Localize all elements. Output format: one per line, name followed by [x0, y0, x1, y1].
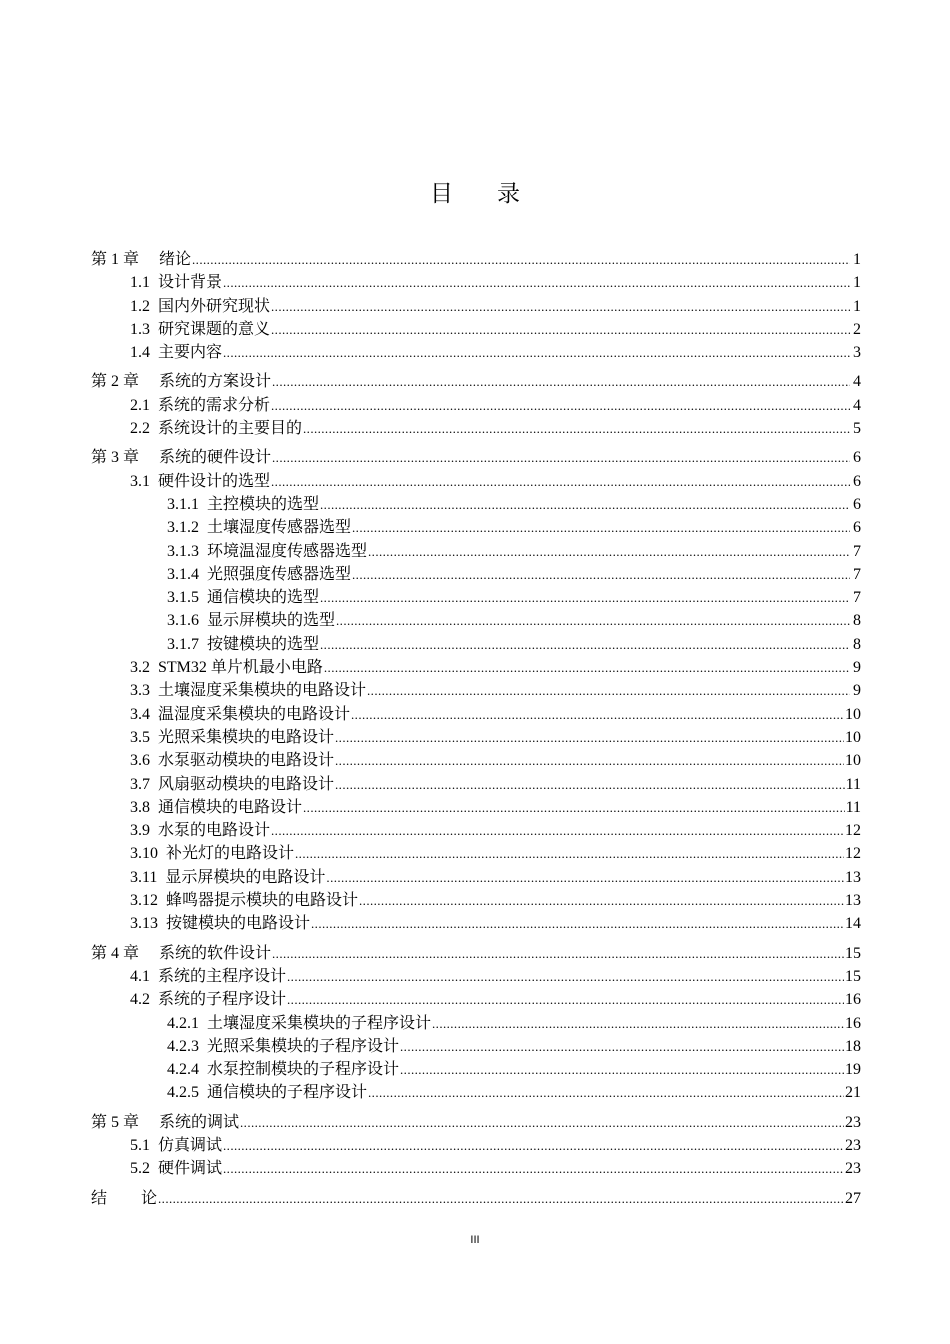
toc-entry-label — [130, 341, 222, 364]
toc-dot-leader — [320, 493, 850, 516]
toc-entry[interactable] — [91, 1157, 861, 1180]
toc-entry[interactable] — [91, 394, 861, 417]
toc-entry[interactable] — [91, 248, 861, 271]
toc-entry-text: 国内外研究现状 — [158, 297, 271, 315]
toc-entry[interactable] — [91, 703, 861, 726]
toc-entry-number: 1.3 — [130, 320, 150, 338]
toc-entry-number: 4.2 — [130, 991, 150, 1009]
toc-entry-label — [130, 470, 270, 493]
toc-page-number: 18 — [845, 1037, 861, 1055]
toc-page-number: 4 — [853, 396, 861, 414]
toc-entry-number: 3.13 — [130, 915, 158, 933]
toc-page-number: 21 — [845, 1084, 861, 1102]
toc-entry-label — [130, 394, 270, 417]
toc-page-number: 7 — [853, 589, 861, 607]
toc-entry-label — [130, 417, 302, 440]
toc-entry-text: 通信模块的子程序设计 — [207, 1084, 368, 1102]
toc-entry-label — [167, 516, 351, 539]
toc-entry-number: 1.4 — [130, 344, 150, 362]
toc-entry-number: 3.1 — [130, 472, 150, 490]
toc-page-number: 9 — [853, 659, 861, 677]
toc-entry-text: 环境温湿度传感器选型 — [207, 542, 368, 560]
toc-entry-label — [130, 773, 334, 796]
toc-entry-text: 硬件调试 — [158, 1160, 223, 1178]
toc-entry-number: 3.4 — [130, 705, 150, 723]
toc-page-number: 8 — [853, 635, 861, 653]
toc-entry-text: 通信模块的电路设计 — [158, 798, 303, 816]
toc-page-number: 13 — [845, 892, 861, 910]
toc-entry-text: 按键模块的选型 — [207, 635, 320, 653]
conclusion-char-1: 结 — [91, 1189, 142, 1207]
toc-entry-number: 2.1 — [130, 396, 150, 414]
toc-entry-label — [91, 248, 191, 271]
toc-entry-text: 水泵控制模块的子程序设计 — [207, 1061, 400, 1079]
toc-entry[interactable] — [91, 493, 861, 516]
toc-page-number: 7 — [853, 565, 861, 583]
toc-page-number: 11 — [845, 775, 861, 793]
toc-entry-text: 系统的主程序设计 — [158, 967, 287, 985]
toc-entry-text: 系统的需求分析 — [158, 396, 271, 414]
toc-entry[interactable] — [91, 609, 861, 632]
toc-page-number: 8 — [853, 612, 861, 630]
toc-dot-leader — [400, 1035, 844, 1058]
toc-entry-label — [130, 749, 334, 772]
toc-dot-leader — [272, 942, 844, 965]
toc-entry-label — [130, 726, 334, 749]
toc-page-number: 15 — [845, 944, 861, 962]
toc-entry[interactable] — [91, 1012, 861, 1035]
toc-entry-text: 系统的子程序设计 — [158, 991, 287, 1009]
toc-dot-leader — [240, 1111, 844, 1134]
toc-entry[interactable] — [91, 470, 861, 493]
toc-entry-label — [130, 866, 325, 889]
toc-dot-leader — [271, 394, 850, 417]
toc-entry[interactable] — [91, 842, 861, 865]
toc-entry-number: 4.2.4 — [167, 1061, 199, 1079]
toc-entry[interactable] — [91, 295, 861, 318]
toc-entry-number: 3.5 — [130, 728, 150, 746]
toc-entry[interactable] — [91, 586, 861, 609]
toc-entry-number: 3.1.7 — [167, 635, 199, 653]
toc-entry[interactable] — [91, 563, 861, 586]
toc-page-number: 10 — [845, 728, 861, 746]
toc-entry-text: 蜂鸣器提示模块的电路设计 — [166, 892, 359, 910]
toc-entry-text: 水泵的电路设计 — [158, 822, 271, 840]
toc-page-number: 15 — [845, 967, 861, 985]
table-of-contents — [91, 248, 861, 1210]
toc-dot-leader — [359, 889, 844, 912]
toc-entry-number: 3.9 — [130, 822, 150, 840]
toc-dot-leader — [351, 703, 844, 726]
toc-entry-conclusion[interactable] — [91, 1187, 861, 1210]
toc-entry[interactable] — [91, 988, 861, 1011]
toc-page-number: 3 — [853, 344, 861, 362]
toc-dot-leader — [324, 656, 850, 679]
toc-dot-leader — [271, 295, 850, 318]
toc-page-number: 10 — [845, 705, 861, 723]
toc-dot-leader — [320, 633, 850, 656]
toc-entry-text: 光照强度传感器选型 — [207, 565, 352, 583]
toc-entry-number: 3.1.2 — [167, 519, 199, 537]
toc-page-number: 6 — [853, 472, 861, 490]
toc-dot-leader — [303, 417, 850, 440]
toc-page-number: 23 — [845, 1136, 861, 1154]
toc-page-number: 6 — [853, 519, 861, 537]
toc-entry-label — [91, 446, 271, 469]
toc-entry-text: STM32 单片机最小电路 — [158, 659, 323, 677]
toc-entry-label — [130, 703, 350, 726]
toc-entry[interactable] — [91, 773, 861, 796]
toc-dot-leader — [335, 726, 844, 749]
toc-dot-leader — [158, 1187, 844, 1210]
toc-entry[interactable] — [91, 965, 861, 988]
toc-page-number: 12 — [845, 822, 861, 840]
toc-entry[interactable] — [91, 819, 861, 842]
toc-entry[interactable] — [91, 679, 861, 702]
toc-page-number: 19 — [845, 1061, 861, 1079]
toc-entry-number: 3.1.6 — [167, 612, 199, 630]
toc-entry-text: 光照采集模块的子程序设计 — [207, 1037, 400, 1055]
toc-entry-text: 系统的调试 — [159, 1113, 240, 1131]
toc-entry-number: 3.1.3 — [167, 542, 199, 560]
toc-entry-number: 4.2.3 — [167, 1037, 199, 1055]
toc-page-number: 4 — [853, 373, 861, 391]
toc-dot-leader — [335, 749, 844, 772]
toc-entry[interactable] — [91, 516, 861, 539]
toc-entry-number: 5.1 — [130, 1136, 150, 1154]
toc-dot-leader — [223, 341, 850, 364]
toc-entry-text: 按键模块的电路设计 — [166, 915, 311, 933]
toc-entry-text: 系统设计的主要目的 — [158, 420, 303, 438]
toc-entry[interactable] — [91, 1111, 861, 1134]
toc-page-number: 16 — [845, 1014, 861, 1032]
toc-entry-label — [130, 295, 270, 318]
toc-dot-leader — [271, 470, 850, 493]
toc-entry-text: 仿真调试 — [158, 1136, 223, 1154]
toc-page-number: 14 — [845, 915, 861, 933]
toc-page-number: 7 — [853, 542, 861, 560]
toc-entry[interactable] — [91, 271, 861, 294]
toc-entry-text: 系统的硬件设计 — [159, 449, 272, 467]
toc-page-number: 1 — [853, 274, 861, 292]
toc-entry-label — [167, 540, 367, 563]
toc-entry-label — [130, 819, 270, 842]
toc-dot-leader — [320, 586, 850, 609]
toc-entry[interactable] — [91, 446, 861, 469]
toc-entry-text: 土壤湿度传感器选型 — [207, 519, 352, 537]
toc-entry-text: 水泵驱动模块的电路设计 — [158, 752, 335, 770]
toc-entry-text: 研究课题的意义 — [158, 320, 271, 338]
toc-dot-leader — [352, 516, 850, 539]
toc-dot-leader — [287, 965, 844, 988]
toc-entry-label — [167, 586, 319, 609]
toc-entry-label — [130, 889, 358, 912]
toc-dot-leader — [326, 866, 844, 889]
toc-dot-leader — [335, 773, 845, 796]
toc-entry-number: 第 2 章 — [91, 373, 140, 391]
toc-entry[interactable] — [91, 540, 861, 563]
toc-page-number: 1 — [853, 251, 861, 268]
toc-entry-label — [167, 493, 319, 516]
toc-entry-number: 4.2.1 — [167, 1014, 199, 1032]
toc-entry-text: 补光灯的电路设计 — [166, 845, 295, 863]
toc-entry-label — [167, 1081, 367, 1104]
toc-entry-text: 绪论 — [159, 251, 192, 268]
toc-entry-number: 第 3 章 — [91, 449, 140, 467]
toc-entry-number: 第 1 章 — [91, 251, 140, 268]
toc-dot-leader — [223, 1134, 844, 1157]
toc-entry-number: 5.2 — [130, 1160, 150, 1178]
toc-entry-text: 土壤湿度采集模块的子程序设计 — [207, 1014, 432, 1032]
toc-entry-text: 通信模块的选型 — [207, 589, 320, 607]
toc-entry-label — [167, 633, 319, 656]
toc-entry-label — [130, 842, 294, 865]
toc-dot-leader — [303, 796, 845, 819]
toc-entry-number: 3.3 — [130, 682, 150, 700]
page-footer-number: III — [470, 1234, 480, 1246]
toc-page-number: 2 — [853, 320, 861, 338]
toc-page-number: 23 — [845, 1113, 861, 1131]
toc-entry[interactable] — [91, 1058, 861, 1081]
toc-entry[interactable] — [91, 726, 861, 749]
toc-dot-leader — [287, 988, 844, 1011]
page-title: 目录 — [430, 181, 564, 206]
toc-entry[interactable] — [91, 633, 861, 656]
toc-entry-text: 主要内容 — [158, 344, 223, 362]
toc-dot-leader — [336, 609, 850, 632]
toc-page-number: 11 — [845, 798, 861, 816]
toc-entry-label — [167, 1012, 431, 1035]
toc-entry-text: 系统的软件设计 — [159, 944, 272, 962]
toc-page-number: 16 — [845, 991, 861, 1009]
toc-entry-text: 设计背景 — [158, 274, 223, 292]
toc-dot-leader — [271, 318, 850, 341]
toc-page-number: 6 — [853, 495, 861, 513]
toc-entry[interactable] — [91, 1081, 861, 1104]
toc-page-number: 23 — [845, 1160, 861, 1178]
toc-page-number: 9 — [853, 682, 861, 700]
toc-entry-text: 土壤湿度采集模块的电路设计 — [158, 682, 367, 700]
toc-entry-number: 3.1.4 — [167, 565, 199, 583]
toc-entry[interactable] — [91, 370, 861, 393]
toc-entry-label — [130, 912, 310, 935]
toc-dot-leader — [400, 1058, 844, 1081]
toc-entry-number: 3.10 — [130, 845, 158, 863]
toc-entry-number: 2.2 — [130, 420, 150, 438]
toc-entry-text: 显示屏模块的选型 — [207, 612, 336, 630]
toc-entry-label — [91, 1111, 239, 1134]
toc-entry-label — [130, 318, 270, 341]
toc-entry-text: 风扇驱动模块的电路设计 — [158, 775, 335, 793]
toc-entry-label — [130, 1134, 222, 1157]
toc-page-number: 6 — [853, 449, 861, 467]
conclusion-char-2: 论 — [141, 1189, 158, 1207]
toc-entry-text: 硬件设计的选型 — [158, 472, 271, 490]
toc-entry[interactable] — [91, 796, 861, 819]
toc-entry-label — [130, 656, 323, 679]
toc-entry-number: 3.6 — [130, 752, 150, 770]
toc-entry-text: 系统的方案设计 — [159, 373, 272, 391]
toc-entry-label — [130, 1157, 222, 1180]
toc-entry-label — [130, 271, 222, 294]
toc-entry-text: 显示屏模块的电路设计 — [165, 868, 326, 886]
toc-entry[interactable] — [91, 889, 861, 912]
toc-entry-number: 3.12 — [130, 892, 158, 910]
toc-entry[interactable] — [91, 866, 861, 889]
toc-entry-number: 4.2.5 — [167, 1084, 199, 1102]
toc-entry[interactable] — [91, 749, 861, 772]
toc-entry-number: 3.2 — [130, 659, 150, 677]
toc-dot-leader — [368, 1081, 844, 1104]
toc-entry[interactable] — [91, 656, 861, 679]
toc-entry-label — [91, 370, 271, 393]
toc-dot-leader — [271, 819, 844, 842]
toc-entry-label — [130, 679, 366, 702]
toc-entry[interactable] — [91, 912, 861, 935]
toc-dot-leader — [272, 446, 850, 469]
toc-entry-label — [130, 988, 286, 1011]
toc-entry-number: 3.8 — [130, 798, 150, 816]
toc-entry-text: 温湿度采集模块的电路设计 — [158, 705, 351, 723]
toc-entry-label — [167, 563, 351, 586]
toc-entry[interactable] — [91, 1134, 861, 1157]
toc-entry-number: 1.2 — [130, 297, 150, 315]
toc-entry-label — [130, 965, 286, 988]
toc-entry[interactable] — [91, 318, 861, 341]
toc-entry-text: 主控模块的选型 — [207, 495, 320, 513]
toc-entry[interactable] — [91, 341, 861, 364]
toc-page-number: 5 — [853, 420, 861, 438]
toc-page-number: 1 — [853, 297, 861, 315]
toc-entry-number: 第 4 章 — [91, 944, 140, 962]
toc-entry-number: 3.11 — [130, 868, 158, 886]
toc-dot-leader — [352, 563, 850, 586]
toc-entry[interactable] — [91, 1035, 861, 1058]
toc-page-number: 13 — [845, 868, 861, 886]
toc-dot-leader — [272, 370, 850, 393]
toc-entry-label — [91, 942, 271, 965]
toc-entry-label — [167, 609, 335, 632]
toc-page-number: 27 — [845, 1189, 861, 1207]
toc-page-number: 10 — [845, 752, 861, 770]
toc-page-number: 12 — [845, 845, 861, 863]
toc-entry-number: 第 5 章 — [91, 1113, 140, 1131]
toc-entry-label — [91, 1187, 157, 1210]
toc-entry[interactable] — [91, 942, 861, 965]
toc-dot-leader — [311, 912, 844, 935]
toc-dot-leader — [367, 679, 850, 702]
toc-entry-label — [167, 1058, 399, 1081]
toc-entry-number: 3.7 — [130, 775, 150, 793]
toc-entry-number: 4.1 — [130, 967, 150, 985]
toc-entry-number: 1.1 — [130, 274, 150, 292]
toc-entry-number: 3.1.5 — [167, 589, 199, 607]
toc-entry[interactable] — [91, 417, 861, 440]
toc-dot-leader — [223, 271, 850, 294]
toc-entry-number: 3.1.1 — [167, 495, 199, 513]
toc-entry-text: 光照采集模块的电路设计 — [158, 728, 335, 746]
toc-entry-label — [167, 1035, 399, 1058]
toc-dot-leader — [192, 248, 850, 271]
toc-entry-label — [130, 796, 302, 819]
toc-dot-leader — [295, 842, 844, 865]
toc-dot-leader — [223, 1157, 844, 1180]
toc-dot-leader — [368, 540, 850, 563]
toc-dot-leader — [432, 1012, 844, 1035]
